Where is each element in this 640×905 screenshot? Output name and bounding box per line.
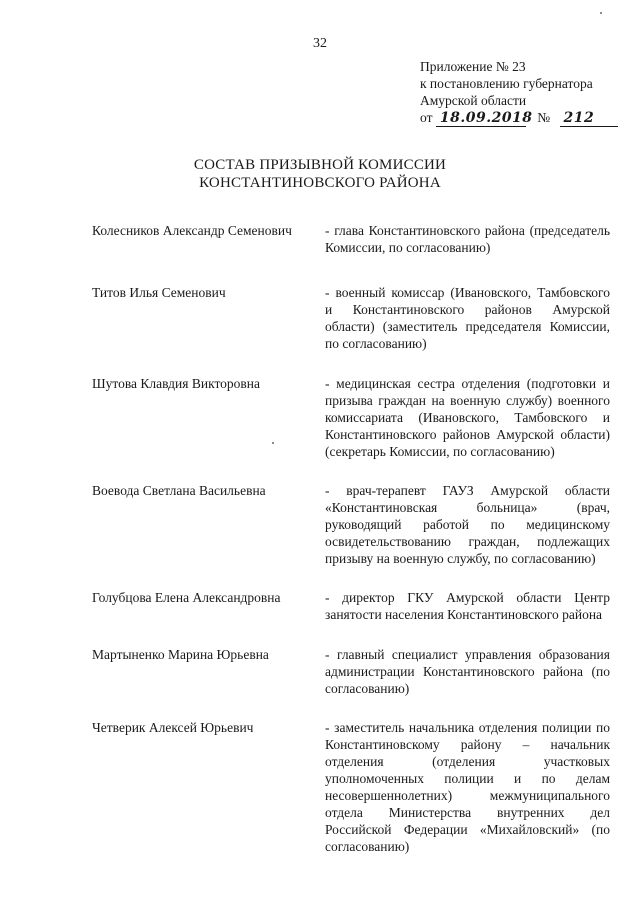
- handwritten-date: 18.09.2018: [436, 110, 526, 127]
- decree-date-number: [420, 110, 618, 127]
- member-name: Воевода Светлана Васильевна: [92, 483, 266, 498]
- member-row: [92, 222, 612, 256]
- member-name: Колесников Александр Семенович: [92, 223, 292, 238]
- member-name: Шутова Клавдия Викторовна: [92, 376, 261, 391]
- member-name: Мартыненко Марина Юрьевна: [92, 647, 269, 662]
- scan-speck: [272, 442, 274, 444]
- title-line-2: КОНСТАНТИНОВСКОГО РАЙОНА: [199, 175, 441, 191]
- member-row: [92, 589, 612, 623]
- document-title: [0, 156, 640, 192]
- members-list: [92, 222, 612, 855]
- handwritten-number: 212: [560, 110, 618, 127]
- number-prefix: №: [537, 110, 551, 125]
- member-row: [92, 646, 612, 697]
- title-line-1: СОСТАВ ПРИЗЫВНОЙ КОМИССИИ: [193, 157, 447, 173]
- appendix-decree: к постановлению губернатора: [420, 76, 593, 91]
- member-row: [92, 719, 612, 855]
- member-role: - медицинская сестра отделения (подготовки и призыва граждан на военную службу) военного комиссариата (Ивановского, Тамбовского и Константиновского районов Амурской области) (секретарь Комиссии, по согласованию): [325, 376, 610, 459]
- member-name: Голубцова Елена Александровна: [92, 590, 281, 605]
- member-role: - военный комиссар (Ивановского, Тамбовского и Константиновского районов Амурской области) (заместитель председателя Комиссии, по согласованию): [325, 285, 610, 351]
- member-row: [92, 375, 612, 460]
- member-role: - заместитель начальника отделения полиции по Константиновскому району – начальник отделения (отделения участковых уполномоченных полиции и по делам несовершеннолетних) межмуниципального отдела Министерства внутренних дел Российской Федерации «Михайловский» (по согласованию): [325, 720, 610, 854]
- date-prefix: от: [420, 110, 433, 125]
- appendix-region: Амурской области: [420, 93, 527, 108]
- member-name: Четверик Алексей Юрьевич: [92, 720, 254, 735]
- scan-speck: [600, 12, 602, 14]
- member-row: [92, 482, 612, 567]
- member-name: Титов Илья Семенович: [92, 285, 226, 300]
- appendix-number: Приложение № 23: [420, 59, 526, 74]
- member-role: - главный специалист управления образования администрации Константиновского района (по согласованию): [325, 647, 610, 696]
- member-role: - глава Константиновского района (председатель Комиссии, по согласованию): [325, 223, 610, 255]
- member-role: - директор ГКУ Амурской области Центр занятости населения Константиновского района: [325, 590, 610, 622]
- appendix-header: [420, 58, 593, 109]
- page-number: 32: [313, 36, 327, 51]
- member-role: - врач-терапевт ГАУЗ Амурской области «Константиновская больница» (врач, руководящий работой по медицинскому освидетельствованию граждан, подлежащих призыву на военную службу, по согласованию): [325, 483, 610, 566]
- member-row: [92, 284, 612, 352]
